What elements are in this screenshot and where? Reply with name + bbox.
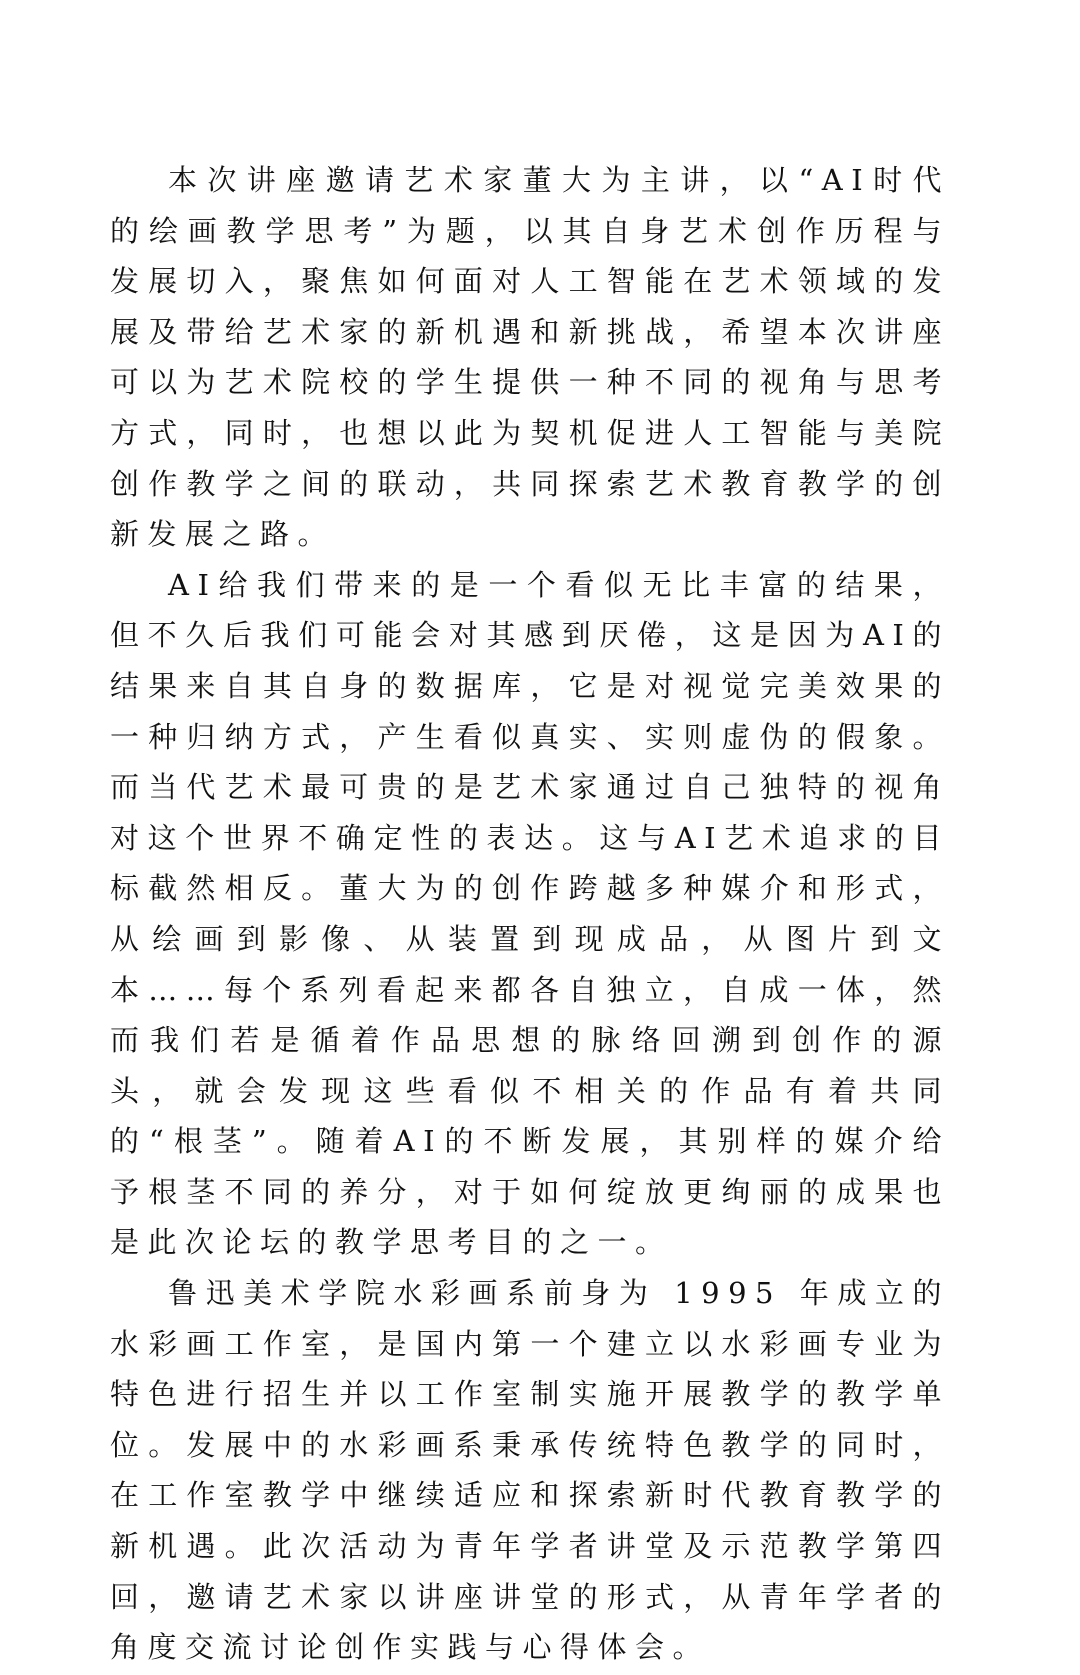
- paragraph-ai-art: AI给我们带来的是一个看似无比丰富的结果，但不久后我们可能会对其感到厌倦，这是因为AI的结果来自其自身的数据库，它是对视觉完美效果的一种归纳方式，产生看似真实、实则虚伪的假象。而当代艺术最可贵的是艺术家通过自己独特的视角对这个世界不确定性的表达。这与AI艺术追求的目标截然相反。董大为的创作跨越多种媒介和形式，从绘画到影像、从装置到现成品，从图片到文本……每个系列看起来都各自独立，自成一体，然而我们若是循着作品思想的脉络回溯到创作的源头，就会发现这些看似不相关的作品有着共同的“根茎”。随着AI的不断发展，其别样的媒介给予根茎不同的养分，对于如何绽放更绚丽的成果也是此次论坛的教学思考目的之一。: [110, 567, 950, 1260]
- document-body: [110, 155, 950, 1673]
- paragraph-watercolor-department: 鲁迅美术学院水彩画系前身为 1995 年成立的水彩画工作室，是国内第一个建立以水彩画专业为特色进行招生并以工作室制实施开展教学的教学单位。发展中的水彩画系秉承传统特色教学的同时，在工作室教学中继续适应和探索新时代教育教学的新机遇。此次活动为青年学者讲堂及示范教学第四回，邀请艺术家以讲座讲堂的形式，从青年学者的角度交流讨论创作实践与心得体会。: [110, 1276, 950, 1665]
- paragraph-lecture-intro: 本次讲座邀请艺术家董大为主讲，以“AI时代的绘画教学思考”为题，以其自身艺术创作历程与发展切入，聚焦如何面对人工智能在艺术领域的发展及带给艺术家的新机遇和新挑战，希望本次讲座可以为艺术院校的学生提供一种不同的视角与思考方式，同时，也想以此为契机促进人工智能与美院创作教学之间的联动，共同探索艺术教育教学的创新发展之路。: [110, 163, 950, 552]
